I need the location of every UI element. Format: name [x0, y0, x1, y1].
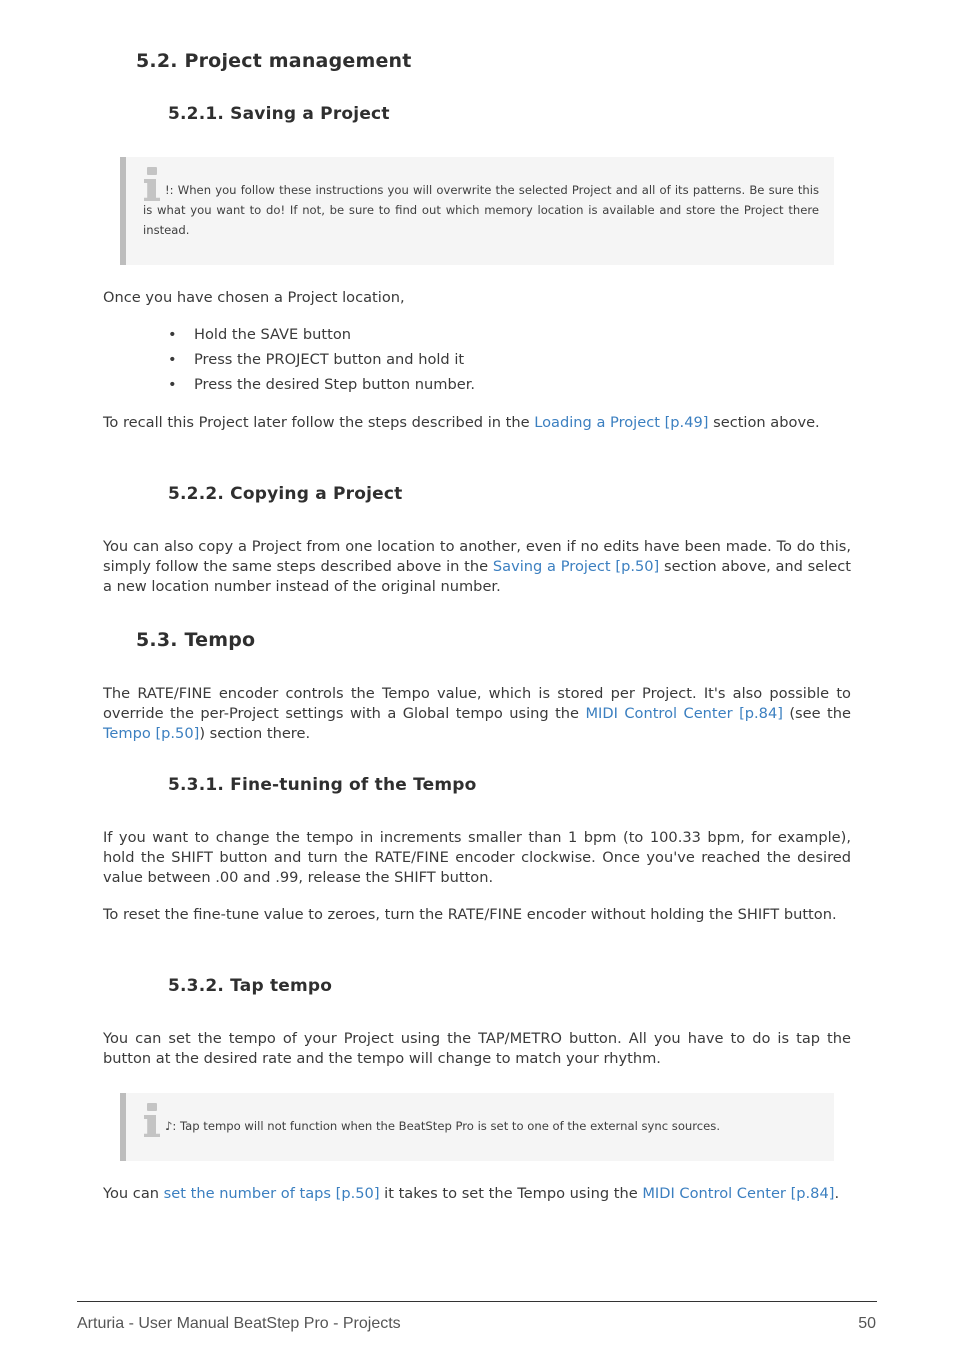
heading-fine-tuning: 5.3.1. Fine-tuning of the Tempo	[168, 775, 477, 795]
footer-divider	[77, 1301, 877, 1302]
save-steps-list	[168, 325, 475, 400]
link-midi-control-center-2[interactable]: MIDI Control Center [p.84]	[642, 1185, 835, 1202]
heading-copying-a-project: 5.2.2. Copying a Project	[168, 484, 403, 504]
link-set-number-of-taps[interactable]: set the number of taps [p.50]	[163, 1185, 380, 1202]
page-number: 50	[858, 1315, 876, 1332]
section-heading-project-management: 5.2. Project management	[136, 50, 412, 72]
list-item: • Hold the SAVE button	[168, 325, 475, 350]
list-item: • Press the desired Step button number.	[168, 375, 475, 400]
copying-text: You can also copy a Project from one location to another, even if no edits have been made. To do this, simply follow the same steps described above in the Saving a Project [p.50] section above, and select a new location number instead of the original number.	[103, 538, 852, 595]
heading-saving-a-project: 5.2.1. Saving a Project	[168, 104, 390, 124]
link-saving-a-project[interactable]: Saving a Project [p.50]	[492, 558, 660, 575]
warning-note	[120, 157, 834, 265]
reset-fine-tune-text: To reset the fine-tune value to zeroes, turn the RATE/FINE encoder without holding the SHIFT button.	[103, 906, 837, 923]
fine-tuning-text: If you want to change the tempo in increments smaller than 1 bpm (to 100.33 bpm, for example), hold the SHIFT button and turn the RATE/FINE encoder clockwise. Once you've reached the desired value between .00 and .99, release the SHIFT button.	[103, 829, 851, 886]
heading-tap-tempo: 5.3.2. Tap tempo	[168, 976, 333, 996]
section-heading-tempo: 5.3. Tempo	[136, 629, 256, 651]
list-item: • Press the PROJECT button and hold it	[168, 350, 475, 375]
tempo-text: The RATE/FINE encoder controls the Tempo value, which is stored per Project. It's also possible to override the per-Project settings with a Global tempo using the MIDI Control Center [p.84] (see the Tempo [p.50]) section there.	[103, 685, 852, 742]
tap-tempo-text: You can set the tempo of your Project using the TAP/METRO button. All you have to do is tap the button at the desired rate and the tempo will change to match your rhythm.	[103, 1030, 851, 1067]
number-of-taps-text: You can set the number of taps [p.50] it takes to set the Tempo using the MIDI Control Center [p.84].	[103, 1185, 840, 1202]
recall-text: To recall this Project later follow the steps described in the Loading a Project [p.49] section above.	[103, 414, 820, 431]
link-tempo[interactable]: Tempo [p.50]	[103, 725, 200, 742]
tap-tempo-note-text: ♪: Tap tempo will not function when the BeatStep Pro is set to one of the external sync sources.	[165, 1119, 721, 1133]
link-midi-control-center[interactable]: MIDI Control Center [p.84]	[585, 705, 783, 722]
footer-title: Arturia - User Manual BeatStep Pro - Projects	[77, 1315, 401, 1332]
warning-note-text: !: When you follow these instructions you will overwrite the selected Project and all of its patterns. Be sure this is what you want to do! If not, be sure to find out which memory location is available and store the Project there instead.	[143, 183, 819, 237]
link-loading-a-project[interactable]: Loading a Project [p.49]	[534, 414, 709, 431]
intro-text: Once you have chosen a Project location,	[103, 289, 405, 306]
tap-tempo-note	[120, 1093, 834, 1161]
